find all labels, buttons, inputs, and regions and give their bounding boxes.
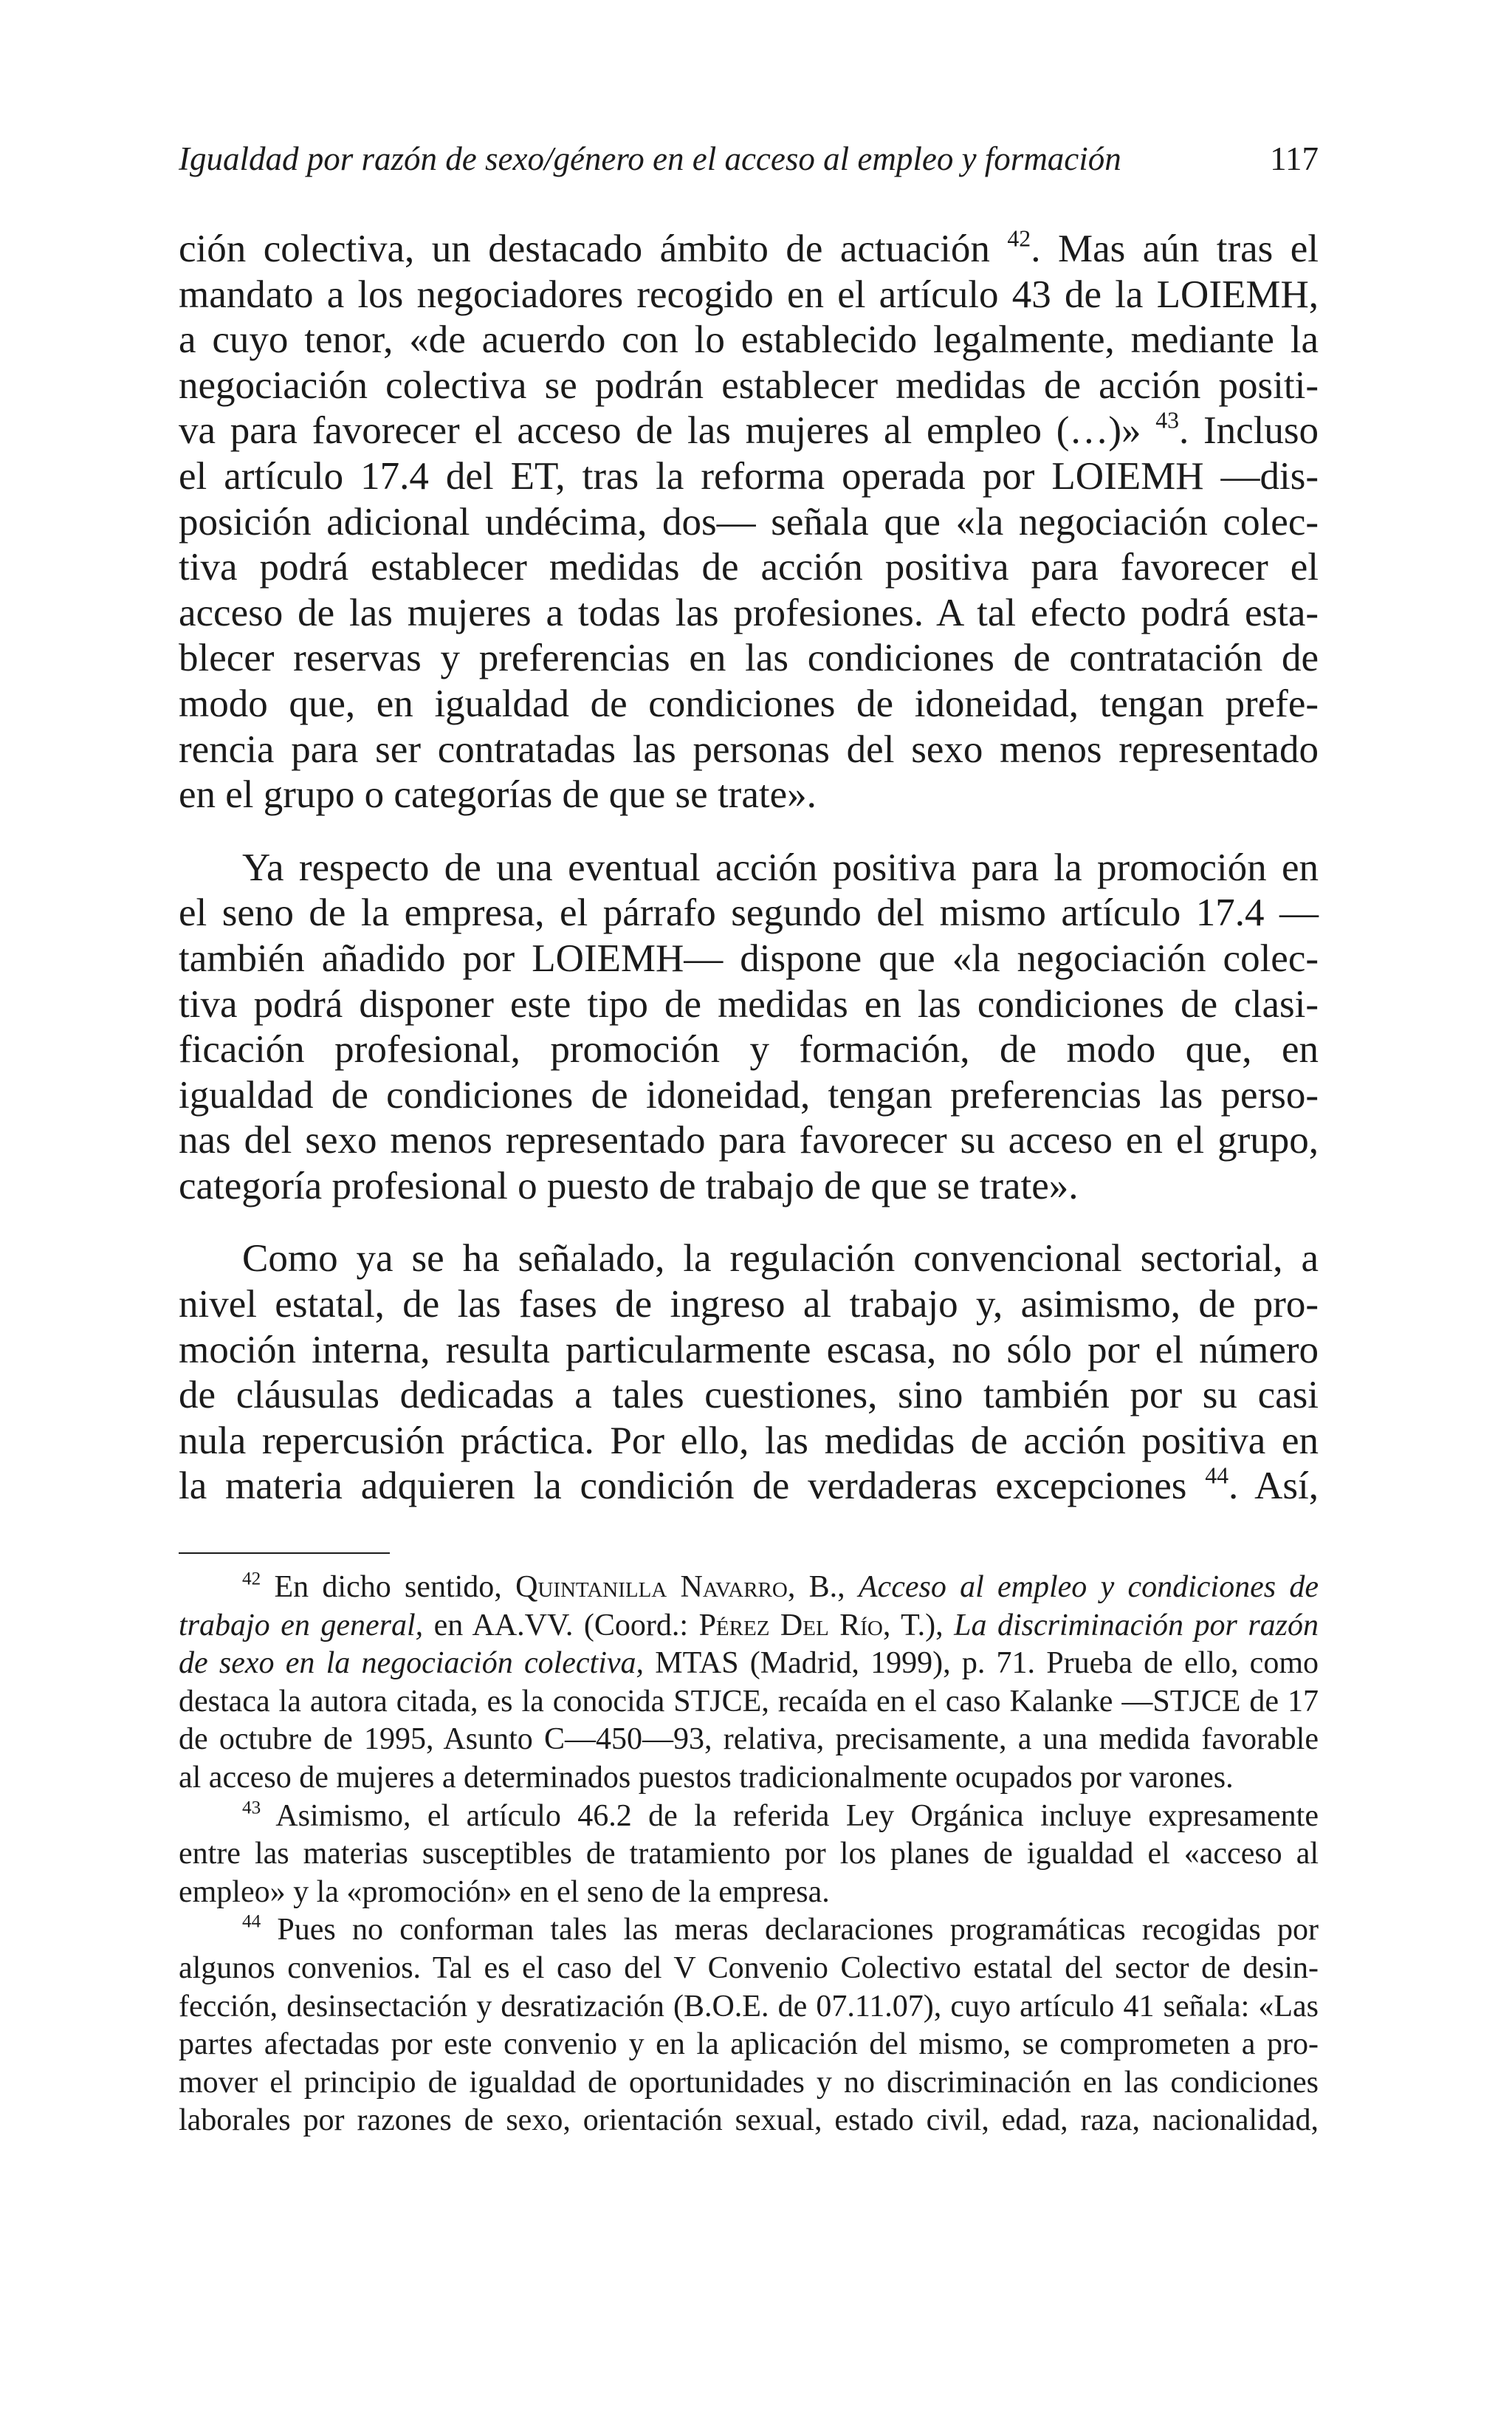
body-text [179, 227, 1319, 1510]
text-line [179, 1328, 1319, 1374]
text-run: el artículo 17.4 del ET, tras la reforma operada por LOIEMH —dis- [179, 454, 1319, 498]
italic-run: de sexo en la negociación colectiva, [179, 1646, 645, 1681]
footnote-line [179, 1607, 1319, 1645]
text-run: categoría profesional o puesto de trabajo de que se trate». [179, 1164, 1079, 1207]
footnote-line [179, 1988, 1319, 2026]
footnote-line [179, 1835, 1319, 1874]
text-line [179, 408, 1319, 454]
text-run: tiva podrá establecer medidas de acción positiva para favorecer el [179, 546, 1319, 589]
body-paragraph [179, 1236, 1319, 1510]
text-line [179, 1236, 1319, 1282]
text-line [179, 273, 1319, 318]
page-number: 117 [1270, 140, 1319, 177]
text-line [179, 727, 1319, 773]
text-run: mandato a los negociadores recogido en el artículo 43 de la LOIEMH, [179, 273, 1319, 316]
text-line [179, 846, 1319, 891]
footnote-line [179, 1911, 1319, 1950]
text-run: Ya respecto de una eventual acción positiva para la promoción en [242, 846, 1319, 889]
footnote-reference: 43 [1155, 407, 1180, 434]
text-run: algunos convenios. Tal es el caso del V Convenio Colectivo estatal del sector de desin- [179, 1950, 1319, 1985]
italic-run: trabajo en general, [179, 1608, 424, 1642]
text-line [179, 1464, 1319, 1510]
footnote-line [179, 2102, 1319, 2140]
text-run: MTAS (Madrid, 1999), p. 71. Prueba de ello, como [644, 1646, 1319, 1681]
text-line [179, 591, 1319, 637]
text-run: va para favorecer el acceso de las mujeres al empleo (…)» [179, 409, 1156, 453]
text-line [179, 1373, 1319, 1419]
footnote-line [179, 1683, 1319, 1721]
text-run: empleo» y la «promoción» en el seno de la empresa. [179, 1874, 830, 1909]
text-line [179, 500, 1319, 546]
text-run: mover el principio de igualdad de oportunidades y no discriminación en las condiciones [179, 2065, 1319, 2100]
text-run: igualdad de condiciones de idoneidad, tengan preferencias las perso- [179, 1073, 1319, 1117]
text-line [179, 318, 1319, 363]
text-run: Pues no conforman tales las meras declaraciones programáticas recogidas por [261, 1913, 1319, 1947]
text-run: nivel estatal, de las fases de ingreso al trabajo y, asimismo, de pro- [179, 1283, 1319, 1326]
footnote-line [179, 1874, 1319, 1912]
text-run: , T.), [882, 1608, 955, 1642]
footnote-reference: 42 [1007, 225, 1031, 252]
footnote-line [179, 2064, 1319, 2103]
footnote-number: 44 [242, 1911, 261, 1932]
text-run: . Incluso [1179, 409, 1319, 453]
footnote [179, 1569, 1319, 1798]
text-run: posición adicional undécima, dos— señala que «la negociación colec- [179, 500, 1319, 544]
text-line [179, 772, 1319, 818]
text-run: fección, desinsectación y desratización (B.O.E. de 07.11.07), cuyo artículo 41 señala: «Las [179, 1989, 1319, 2024]
text-line [179, 545, 1319, 591]
footnote-number: 43 [242, 1798, 261, 1818]
text-run: también añadido por LOIEMH— dispone que «la negociación colec- [179, 936, 1319, 980]
footnote-number: 42 [242, 1569, 261, 1589]
footnote-line [179, 1721, 1319, 1759]
body-paragraph [179, 227, 1319, 818]
italic-run: Acceso al empleo y condiciones de [858, 1570, 1319, 1604]
text-run: en el grupo o categorías de que se trate». [179, 773, 817, 817]
text-run: a cuyo tenor, «de acuerdo con lo establecido legalmente, mediante la [179, 318, 1319, 362]
text-run: ción colectiva, un destacado ámbito de actuación [179, 227, 1008, 270]
text-line [179, 363, 1319, 409]
text-run: negociación colectiva se podrán establecer medidas de acción positi- [179, 363, 1319, 407]
text-line [179, 936, 1319, 982]
running-title: Igualdad por razón de sexo/género en el acceso al empleo y formación [179, 140, 1121, 177]
text-line [179, 1027, 1319, 1073]
text-run: . Así, [1228, 1464, 1319, 1508]
text-run: . Mas aún tras el [1031, 227, 1319, 270]
text-run: al acceso de mujeres a determinados puestos tradicionalmente ocupados por varones. [179, 1760, 1234, 1795]
text-run: de octubre de 1995, Asunto C—450—93, relativa, precisamente, a una medida favorable [179, 1722, 1319, 1757]
text-run: nas del sexo menos representado para favorecer su acceso en el grupo, [179, 1119, 1319, 1162]
footnote-line [179, 1569, 1319, 1607]
footnote-line [179, 2026, 1319, 2064]
text-line [179, 1118, 1319, 1164]
text-run: destaca la autora citada, es la conocida STJCE, recaída en el caso Kalanke —STJCE de 17 [179, 1684, 1319, 1719]
text-run: entre las materias susceptibles de tratamiento por los planes de igualdad el «acceso al [179, 1837, 1319, 1871]
footnote-line [179, 1645, 1319, 1683]
body-paragraph [179, 846, 1319, 1210]
text-run: acceso de las mujeres a todas las profesiones. A tal efecto podrá esta- [179, 591, 1319, 634]
text-line [179, 891, 1319, 936]
text-run: la materia adquieren la condición de verdaderas excepciones [179, 1464, 1206, 1508]
footnote [179, 1798, 1319, 1912]
text-line [179, 1164, 1319, 1210]
text-line [179, 454, 1319, 500]
footnote-separator [179, 1552, 390, 1554]
footnote-line [179, 1759, 1319, 1798]
text-line [179, 982, 1319, 1028]
text-line [179, 636, 1319, 682]
text-line [179, 1282, 1319, 1328]
text-run: Asimismo, el artículo 46.2 de la referida Ley Orgánica incluye expresamente [261, 1798, 1319, 1833]
text-run: rencia para ser contratadas las personas del sexo menos representado [179, 727, 1319, 771]
text-line [179, 682, 1319, 727]
text-run: de cláusulas dedicadas a tales cuestiones, sino también por su casi [179, 1374, 1319, 1417]
text-run: laborales por razones de sexo, orientación sexual, estado civil, edad, raza, nacionalidad, [179, 2103, 1319, 2138]
text-run: blecer reservas y preferencias en las condiciones de contratación de [179, 637, 1319, 680]
text-run: Como ya se ha señalado, la regulación convencional sectorial, a [242, 1237, 1319, 1281]
text-line [179, 1419, 1319, 1464]
small-caps-run: Quintanilla Navarro [515, 1570, 788, 1604]
text-run: el seno de la empresa, el párrafo segundo del mismo artículo 17.4 — [179, 891, 1319, 935]
text-run: tiva podrá disponer este tipo de medidas en las condiciones de clasi- [179, 982, 1319, 1026]
footnotes [179, 1569, 1319, 2140]
italic-run: La discriminación por razón [954, 1608, 1319, 1642]
text-run: , B., [787, 1570, 859, 1604]
text-run: en AA.VV. (Coord.: [423, 1608, 699, 1642]
footnote-line [179, 1798, 1319, 1836]
text-run: En dicho sentido, [261, 1570, 516, 1604]
text-run: moción interna, resulta particularmente escasa, no sólo por el número [179, 1328, 1319, 1371]
text-line [179, 227, 1319, 273]
footnote-line [179, 1950, 1319, 1988]
text-line [179, 1073, 1319, 1119]
footnote [179, 1911, 1319, 2140]
text-run: nula repercusión práctica. Por ello, las medidas de acción positiva en [179, 1419, 1319, 1462]
running-head [179, 137, 1319, 181]
text-run: modo que, en igualdad de condiciones de idoneidad, tengan prefe- [179, 682, 1319, 725]
footnote-reference: 44 [1205, 1462, 1228, 1489]
small-caps-run: Pérez Del Río [698, 1608, 883, 1642]
text-run: ficación profesional, promoción y formación, de modo que, en [179, 1028, 1319, 1072]
text-run: partes afectadas por este convenio y en la aplicación del mismo, se comprometen a pro- [179, 2027, 1319, 2062]
